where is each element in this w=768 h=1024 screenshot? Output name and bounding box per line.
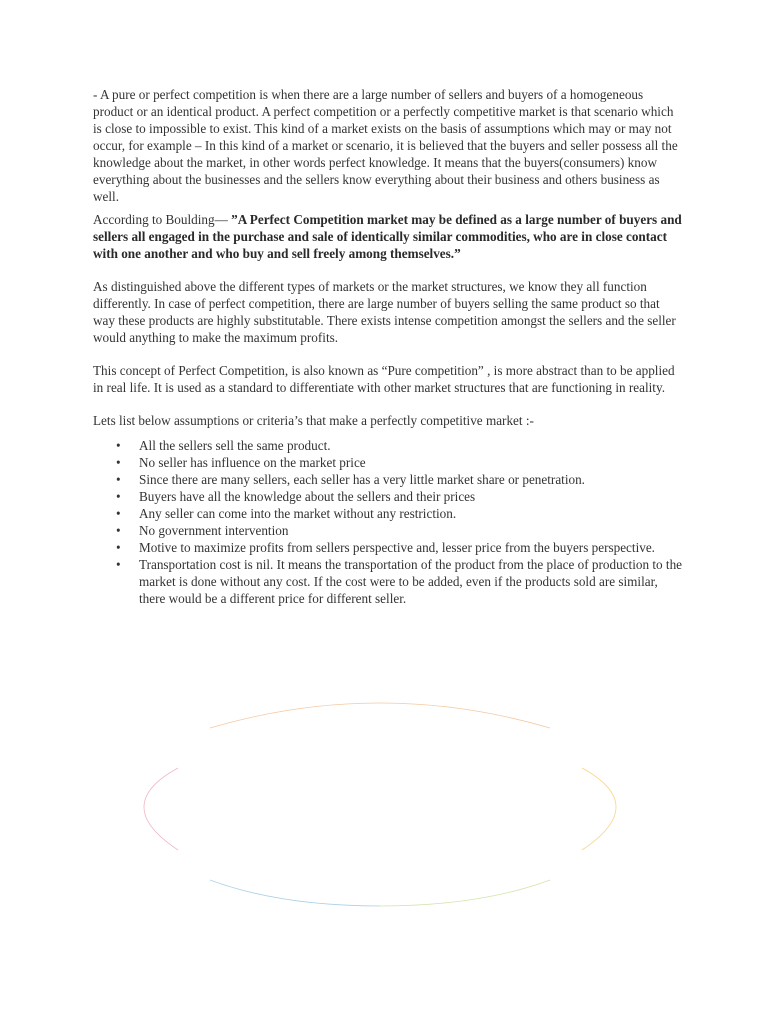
list-item-text: No seller has influence on the market price xyxy=(139,455,366,470)
bullet-icon: • xyxy=(116,540,121,555)
bullet-icon: • xyxy=(116,438,121,453)
bullet-icon: • xyxy=(116,506,121,521)
ellipse-arc-bottom-left xyxy=(210,880,380,906)
bullet-icon: • xyxy=(116,523,121,538)
pure-competition-paragraph: This concept of Perfect Competition, is also known as “Pure competition” , is more abstract than to be applied in real life. It is used as a standard to differentiate with other market structures that are functioning in reality. xyxy=(93,363,675,395)
boulding-definition-paragraph xyxy=(93,211,683,262)
list-item-text: Any seller can come into the market without any restriction. xyxy=(139,506,457,521)
list-item-text: All the sellers sell the same product. xyxy=(139,438,331,453)
list-item xyxy=(93,522,683,539)
list-item xyxy=(93,471,683,488)
list-item xyxy=(93,556,683,607)
document-body xyxy=(93,86,683,607)
list-item-text: Transportation cost is nil. It means the transportation of the product from the place of production to the market is done without any cost. If the cost were to be added, even if the products sold are similar, there would be a different price for different seller. xyxy=(139,557,683,606)
boulding-intro-text: According to Boulding— xyxy=(93,212,232,227)
list-item-text: Since there are many sellers, each seller has a very little market share or penetration. xyxy=(139,472,585,487)
decorative-ellipse-outline xyxy=(130,700,630,910)
list-item xyxy=(93,437,683,454)
boulding-quote: ”A Perfect Competition market may be defined as a large number of buyers and sellers all engaged in the purchase and sale of identically similar commodities, who are in close contact with one another and who buy and sell freely among themselves.” xyxy=(93,212,682,261)
list-item xyxy=(93,454,683,471)
list-item xyxy=(93,539,683,556)
list-item-text: No government intervention xyxy=(139,523,289,538)
criteria-intro: Lets list below assumptions or criteria’s that make a perfectly competitive market :- xyxy=(93,413,534,428)
ellipse-arc-left xyxy=(144,768,178,850)
criteria-list xyxy=(93,437,683,607)
bullet-icon: • xyxy=(116,489,121,504)
list-item xyxy=(93,488,683,505)
list-item-text: Motive to maximize profits from sellers perspective and, lesser price from the buyers perspective. xyxy=(139,540,655,555)
bullet-icon: • xyxy=(116,557,121,572)
bullet-icon: • xyxy=(116,455,121,470)
market-structures-paragraph: As distinguished above the different types of markets or the market structures, we know they all function differently. In case of perfect competition, there are large number of buyers selling the same product so that way these products are highly substitutable. There exists intense competition amongst the sellers and the seller would anything to make the maximum profits. xyxy=(93,279,676,345)
bullet-icon: • xyxy=(116,472,121,487)
ellipse-arc-bottom-right xyxy=(380,880,550,906)
ellipse-arc-right xyxy=(582,768,616,850)
list-item xyxy=(93,505,683,522)
intro-paragraph: - A pure or perfect competition is when there are a large number of sellers and buyers of a homogeneous product or an identical product. A perfect competition or a perfectly competitive market is that scenario which is close to impossible to exist. This kind of a market exists on the basis of assumptions which may or may not occur, for example – In this kind of a market or scenario, it is believed that the buyers and seller possess all the knowledge about the market, in other words perfect knowledge. It means that the buyers(consumers) know everything about the businesses and the sellers know everything about their business and others business as well. xyxy=(93,87,678,204)
ellipse-arc-top xyxy=(210,703,550,728)
list-item-text: Buyers have all the knowledge about the sellers and their prices xyxy=(139,489,476,504)
